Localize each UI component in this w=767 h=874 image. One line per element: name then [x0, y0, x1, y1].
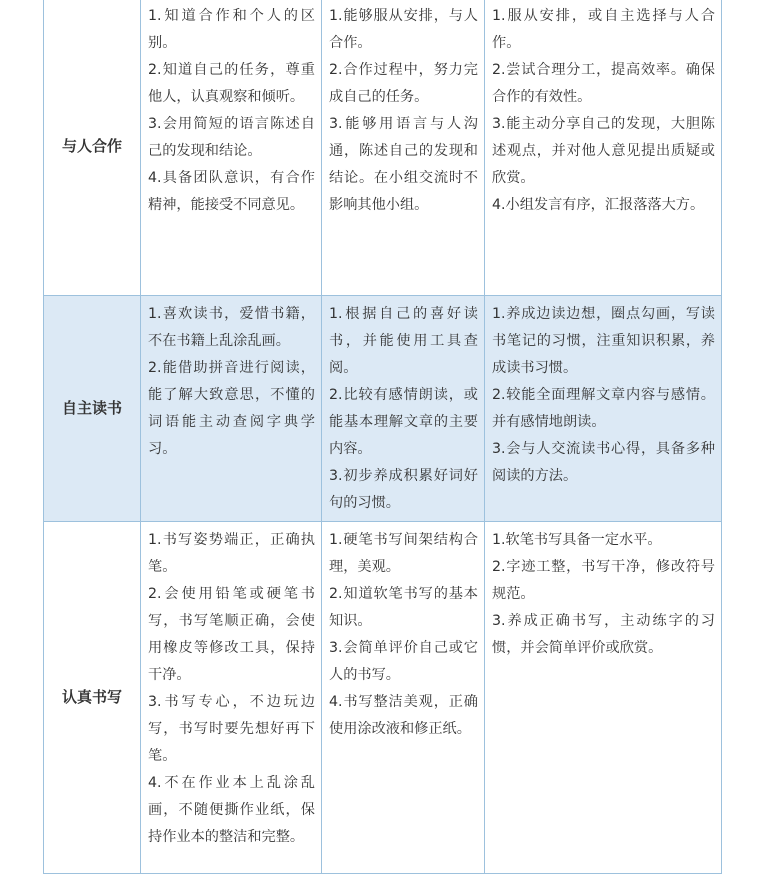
criteria-item: 1.养成边读边想，圈点勾画，写读书笔记的习惯，注重知识积累，养成读书习惯。	[492, 306, 715, 376]
criteria-item: 3.会用简短的语言陈述自己的发现和结论。	[148, 116, 315, 159]
criteria-item: 1.知道合作和个人的区别。	[148, 8, 315, 51]
criteria-cell	[485, 0, 722, 296]
criteria-item: 2.较能全面理解文章内容与感情。并有感情地朗读。	[492, 387, 715, 430]
criteria-cell	[322, 296, 485, 522]
criteria-cell	[485, 296, 722, 522]
criteria-item: 1.根据自己的喜好读书，并能使用工具查阅。	[329, 306, 478, 376]
criteria-item: 2.能借助拼音进行阅读，能了解大致意思，不懂的词语能主动查阅字典学习。	[148, 360, 315, 457]
criteria-item: 3.能主动分享自己的发现，大胆陈述观点，并对他人意见提出质疑或欣赏。	[492, 116, 715, 186]
criteria-item: 1.能够服从安排，与人合作。	[329, 8, 478, 51]
criteria-item: 2.字迹工整，书写干净，修改符号规范。	[492, 559, 715, 602]
criteria-item: 2.知道自己的任务，尊重他人，认真观察和倾听。	[148, 62, 315, 105]
criteria-item: 1.服从安排，或自主选择与人合作。	[492, 8, 715, 51]
category-cell: 自主读书	[44, 296, 141, 522]
criteria-item: 3.养成正确书写，主动练字的习惯，并会简单评价或欣赏。	[492, 613, 715, 656]
criteria-cell	[141, 296, 322, 522]
criteria-item: 3.初步养成积累好词好句的习惯。	[329, 468, 478, 511]
criteria-cell	[141, 0, 322, 296]
criteria-cell	[141, 522, 322, 874]
criteria-item: 4.书写整洁美观，正确使用涂改液和修正纸。	[329, 694, 478, 737]
criteria-item: 4.小组发言有序，汇报落落大方。	[492, 197, 705, 213]
criteria-item: 2.会使用铅笔或硬笔书写，书写笔顺正确，会使用橡皮等修改工具，保持干净。	[148, 586, 315, 683]
criteria-cell	[322, 0, 485, 296]
category-cell: 认真书写	[44, 522, 141, 874]
criteria-item: 2.比较有感情朗读，或能基本理解文章的主要内容。	[329, 387, 478, 457]
criteria-item: 3.会简单评价自己或它人的书写。	[329, 640, 478, 683]
criteria-item: 1.硬笔书写间架结构合理，美观。	[329, 532, 478, 575]
criteria-item: 4.具备团队意识，有合作精神，能接受不同意见。	[148, 170, 315, 213]
table-row	[44, 522, 722, 874]
criteria-cell	[322, 522, 485, 874]
category-cell: 与人合作	[44, 0, 141, 296]
criteria-item: 2.合作过程中，努力完成自己的任务。	[329, 62, 478, 105]
criteria-item: 3.能够用语言与人沟通，陈述自己的发现和结论。在小组交流时不影响其他小组。	[329, 116, 478, 213]
evaluation-table	[43, 0, 722, 874]
criteria-item: 1.喜欢读书，爱惜书籍，不在书籍上乱涂乱画。	[148, 306, 315, 349]
criteria-cell	[485, 522, 722, 874]
criteria-item: 4.不在作业本上乱涂乱画，不随便撕作业纸，保持作业本的整洁和完整。	[148, 775, 315, 845]
criteria-item: 3.会与人交流读书心得，具备多种阅读的方法。	[492, 441, 715, 484]
table-row	[44, 296, 722, 522]
table-row	[44, 0, 722, 296]
criteria-item: 1.软笔书写具备一定水平。	[492, 532, 662, 548]
criteria-item: 3.书写专心，不边玩边写，书写时要先想好再下笔。	[148, 694, 315, 764]
criteria-item: 2.尝试合理分工，提高效率。确保合作的有效性。	[492, 62, 715, 105]
criteria-item: 2.知道软笔书写的基本知识。	[329, 586, 478, 629]
criteria-item: 1.书写姿势端正，正确执笔。	[148, 532, 315, 575]
